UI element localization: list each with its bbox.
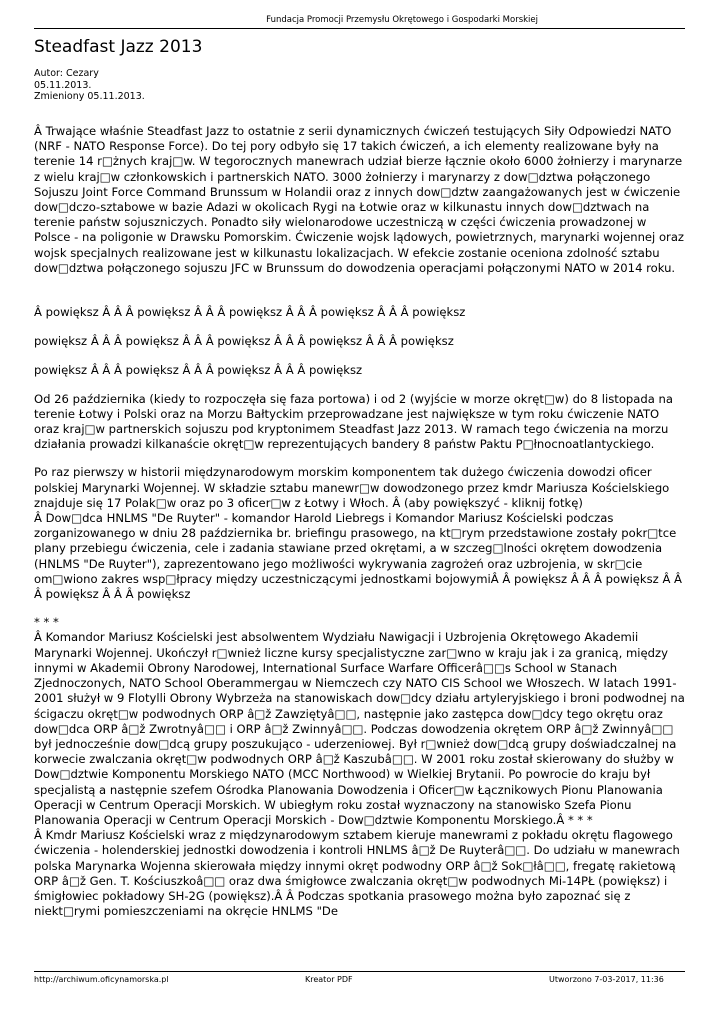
modified-line: Zmieniony 05.11.2013. bbox=[34, 91, 145, 102]
photo-links-row[interactable]: powiększ Â Â Â powiększ Â Â Â powiększ Â Â Â powiększ bbox=[34, 363, 363, 378]
footer-url-link[interactable]: http://archiwum.oficynamorska.pl bbox=[34, 975, 169, 984]
photo-links-row[interactable]: Â powiększ Â Â Â powiększ Â Â Â powiększ Â Â Â powiększ Â Â Â powiększ bbox=[34, 305, 466, 320]
article-body bbox=[34, 124, 685, 919]
site-header: Fundacja Promocji Przemysłu Okrętowego i Gospodarki Morskiej bbox=[266, 15, 538, 25]
article-meta bbox=[34, 68, 145, 103]
briefing-paragraph: Â Dow□dca HNLMS "De Ruyter" - komandor Harold Liebregs i Komandor Mariusz Kościelski podczas zorganizowanego w dniu 28 października br. briefingu prasowego, na kt□rym przedstawione zostały pokr□tce plany przebiegu ćwiczenia, cele i zadania stawiane przed okrętami, a w szczeg□lności okrętem dowodzenia (HNLMS "De Ruyter"), zaprezentowano jego możliwości wykrywania zagrożeń oraz uzbrojenia, w skr□cie om□wiono zakres wsp□łpracy między uczestniczącymi jednostkami bojowymiÂ Â powiększ Â Â Â powiększ Â Â Â powiększ Â Â Â powiększ bbox=[34, 511, 682, 602]
footer-created-date: Utworzono 7-03-2017, 11:36 bbox=[549, 975, 664, 984]
exercise-paragraph: Od 26 października (kiedy to rozpoczęła się faza portowa) i od 2 (wyjście w morze okręt□w) do 8 listopada na terenie Łotwy i Polski oraz na Morzu Bałtyckim przeprowadzane jest największe w tym roku ćwiczenie NATO oraz kraj□w partnerskich sojuszu pod kryptonimem Steadfast Jazz 2013. W ramach tego ćwiczenia na morzu działania prowadzi kilkanaście okręt□w reprezentujących bandery 8 państw Paktu P□łnocnoatlantyckiego. bbox=[34, 391, 673, 452]
footer-creator: Kreator PDF bbox=[305, 975, 353, 984]
footer-divider bbox=[34, 971, 685, 972]
author-line: Autor: Cezary bbox=[34, 68, 99, 79]
photo-links-row[interactable]: powiększ Â Â Â powiększ Â Â Â powiększ Â Â Â powiększ Â Â Â powiększ bbox=[34, 334, 454, 349]
article-title: Steadfast Jazz 2013 bbox=[34, 37, 203, 57]
intro-paragraph: Â Trwające właśnie Steadfast Jazz to ostatnie z serii dynamicznych ćwiczeń testujących Siły Odpowiedzi NATO (NRF - NATO Response Force). Do tej pory odbyło się 17 takich ćwiczeń, a ich elementy realizowane były na terenie 14 r□żnych kraj□w. W tegorocznych manewrach udział bierze łącznie około 6000 żołnierzy i marynarze z wielu kraj□w członkowskich i partnerskich NATO. 3000 żołnierzy i marynarzy z dow□dztwa połączonego Sojuszu Joint Force Command Brunssum w Holandii oraz z innych dow□dztw zaangażowanych jest w ćwiczenie dow□dczo-sztabowe w bazie Adazi w okolicach Rygi na Łotwie oraz w kilkunastu innych dow□dztwach na terenie państw sojuszniczych. Ponadto siły wielonarodowe uczestniczą w części ćwiczenia prowadzonej w Polsce - na poligonie w Drawsku Pomorskim. Ćwiczenie wojsk lądowych, powietrznych, marynarki wojennej oraz wojsk specjalnych realizowane jest w kilkunastu lokalizacjach. W efekcie zostanie oceniona zdolność sztabu dow□dztwa połączonego sojuszu JFC w Brunssum do dowodzenia operacjami połączonymi NATO w 2014 roku. bbox=[34, 124, 685, 275]
flagship-paragraph: Â Kmdr Mariusz Kościelski wraz z międzynarodowym sztabem kieruje manewrami z pokładu okrętu flagowego ćwiczenia - holenderskiej jednostki dowodzenia i kontroli HNLMS â□ž De Ruyterâ□□. Do udziału w manewrach polska Marynarka Wojenna skierowała między innymi okręt podwodny ORP â□ž Sok□łâ□□, fregatę rakietową ORP â□ž Gen. T. Kościuszkoâ□□ oraz dwa śmigłowce zwalczania okręt□w podwodnych Mi-14PŁ (powiększ) i śmigłowiec pokładowy SH-2G (powiększ).Â Â Podczas spotkania prasowego można było zapoznać się z niekt□rymi pomieszczeniami na okręcie HNLMS "De bbox=[34, 828, 680, 919]
commander-paragraph: Po raz pierwszy w historii międzynarodowym morskim komponentem tak dużego ćwiczenia dowodzi oficer polskiej Marynarki Wojennej. W składzie sztabu manewr□w dowodzonego przez kmdr Mariusza Kościelskiego znajduje się 17 Polak□w oraz po 3 oficer□w z Łotwy i Włoch. Â (aby powiększyć - kliknij fotkę) bbox=[34, 465, 670, 510]
date-line: 05.11.2013. bbox=[34, 79, 92, 91]
biography-paragraph: Â Komandor Mariusz Kościelski jest absolwentem Wydziału Nawigacji i Uzbrojenia Okrętowego Akademii Marynarki Wojennej. Ukończył r□wnież liczne kursy specjalistyczne zar□wno w kraju jak i za granicą, między innymi w Akademii Obrony Narodowej, International Surface Warfare Officerâ□□s School w Stanach Zjednoczonych, NATO School Oberammergau w Niemczech czy NATO CIS School we Włoszech. W latach 1991- 2001 służył w 9 Flotylli Obrony Wybrzeża na stanowiskach dow□dcy działu artyleryjskiego i broni podwodnej na ścigaczu okręt□w podwodnych ORP â□ž Zawziętyâ□□, następnie jako zastępca dow□dcy tego okrętu oraz dow□dca ORP â□ž Zwrotnyâ□□ i ORP â□ž Zwinnyâ□□. Podczas dowodzenia okrętem ORP â□ž Zwinnyâ□□ był jednocześnie dow□dcą grupy poszukująco - uderzeniowej. Był r□wnież dow□dcą grupy doświadczalnej na korwecie zwalczania okręt□w podwodnych ORP â□ž Kaszubâ□□. W 2001 roku został skierowany do służby w Dow□dztwie Komponentu Morskiego NATO (MCC Northwood) w Wielkiej Brytanii. Po powrocie do kraju był specjalistą a następnie szefem Ośrodka Planowania Dowodzenia i Oficer□w Łącznikowych Pionu Planowania Operacji w Centrum Operacji Morskich. W ubiegłym roku został wyznaczony na stanowisko Szefa Pionu Planowania Operacji w Centrum Operacji Morskich - Dow□dztwie Komponentu Morskiego.Â * * * bbox=[34, 630, 685, 827]
section-separator: * * * bbox=[34, 615, 59, 630]
header-divider bbox=[34, 28, 685, 29]
